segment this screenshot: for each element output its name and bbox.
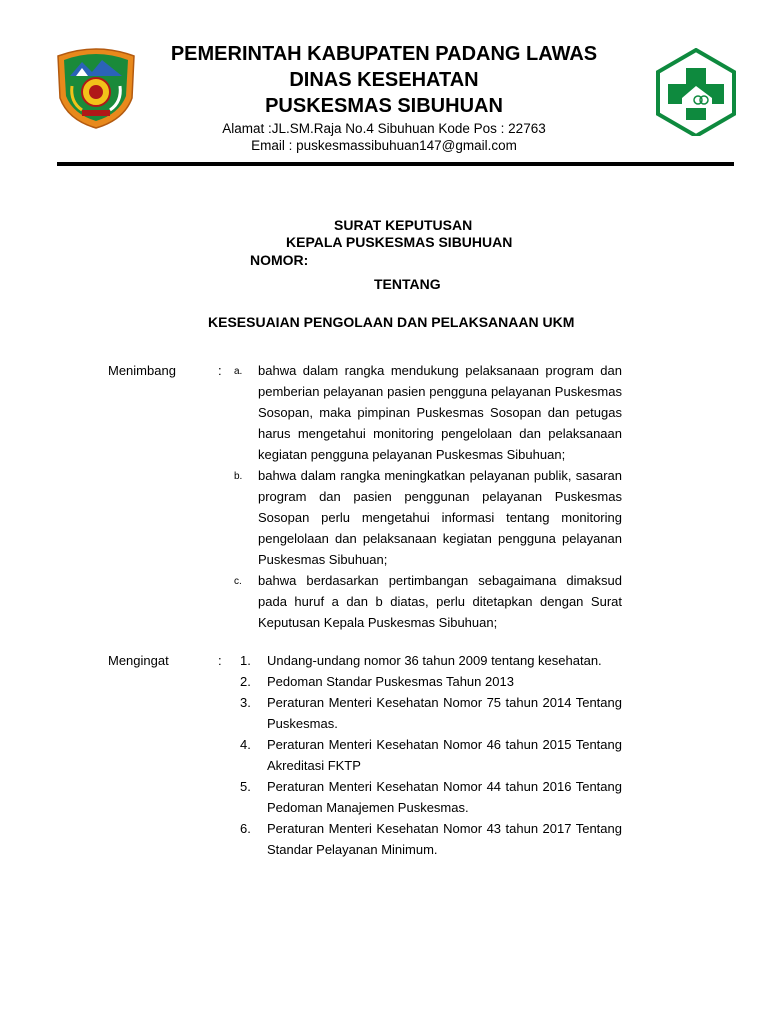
mengingat-colon: : (218, 653, 222, 668)
header-divider (57, 162, 734, 166)
mengingat-item-text: Undang-undang nomor 36 tahun 2009 tentang kesehatan. (267, 653, 602, 668)
menimbang-item-marker: c. (234, 576, 242, 587)
menimbang-item-marker: a. (234, 366, 243, 377)
mengingat-item-text: Peraturan Menteri Kesehatan Nomor 46 tahun 2015 Tentang Akreditasi FKTP (267, 737, 622, 773)
agency-name: DINAS KESEHATAN (289, 69, 479, 91)
government-name: PEMERINTAH KABUPATEN PADANG LAWAS (170, 43, 598, 65)
doc-number-label: NOMOR: (250, 252, 309, 268)
doc-subject: KESESUAIAN PENGOLAAN DAN PELAKSANAAN UKM (208, 314, 575, 330)
mengingat-item-text: Peraturan Menteri Kesehatan Nomor 44 tahun 2016 Tentang Pedoman Manajemen Puskesmas. (267, 779, 622, 815)
mengingat-item-marker: 1. (240, 653, 251, 668)
mengingat-item-marker: 5. (240, 779, 251, 794)
doc-title-issuer: KEPALA PUSKESMAS SIBUHUAN (286, 234, 513, 250)
doc-title: SURAT KEPUTUSAN (334, 217, 473, 233)
mengingat-item-text: Peraturan Menteri Kesehatan Nomor 75 tahun 2014 Tentang Puskesmas. (267, 695, 622, 731)
address-line: Alamat :JL.SM.Raja No.4 Sibuhuan Kode Pos : 22763 (222, 121, 546, 136)
menimbang-item-text: bahwa berdasarkan pertimbangan sebagaimana dimaksud pada huruf a dan b diatas, perlu ditetapkan dengan Surat Keputusan Kepala Puskesmas Sibuhuan; (258, 573, 622, 630)
puskesmas-name: PUSKESMAS SIBUHUAN (265, 95, 503, 117)
mengingat-item-text: Pedoman Standar Puskesmas Tahun 2013 (267, 674, 514, 689)
menimbang-item-text: bahwa dalam rangka mendukung pelaksanaan program dan pemberian pelayanan pasien pengguna pelayanan Puskesmas Sosopan, maka pimpinan Puskesmas Sosopan dan petugas harus mengetahui monitoring pengelolaan dan pelaksanaan kegiatan pengguna pelayanan Puskesmas Sibuhuan; (258, 363, 622, 462)
mengingat-item-marker: 3. (240, 695, 251, 710)
mengingat-item-marker: 6. (240, 821, 251, 836)
about-label: TENTANG (374, 276, 441, 292)
menimbang-item-marker: b. (234, 471, 243, 482)
menimbang-item-text: bahwa dalam rangka meningkatkan pelayanan publik, sasaran program dan pasien penggunan pelayanan Puskesmas Sosopan perlu mengetahui informasi tentang monitoring pengelolaan dan pelaksanaan kegiatan pengguna pelayanan Puskesmas Sibuhuan; (258, 468, 622, 567)
menimbang-label: Menimbang (108, 363, 176, 378)
mengingat-item-text: Peraturan Menteri Kesehatan Nomor 43 tahun 2017 Tentang Standar Pelayanan Minimum. (267, 821, 622, 857)
mengingat-item-marker: 2. (240, 674, 251, 689)
mengingat-item-marker: 4. (240, 737, 251, 752)
menimbang-colon: : (218, 363, 222, 378)
mengingat-label: Mengingat (108, 653, 169, 668)
email-line: Email : puskesmassibuhuan147@gmail.com (251, 138, 517, 153)
